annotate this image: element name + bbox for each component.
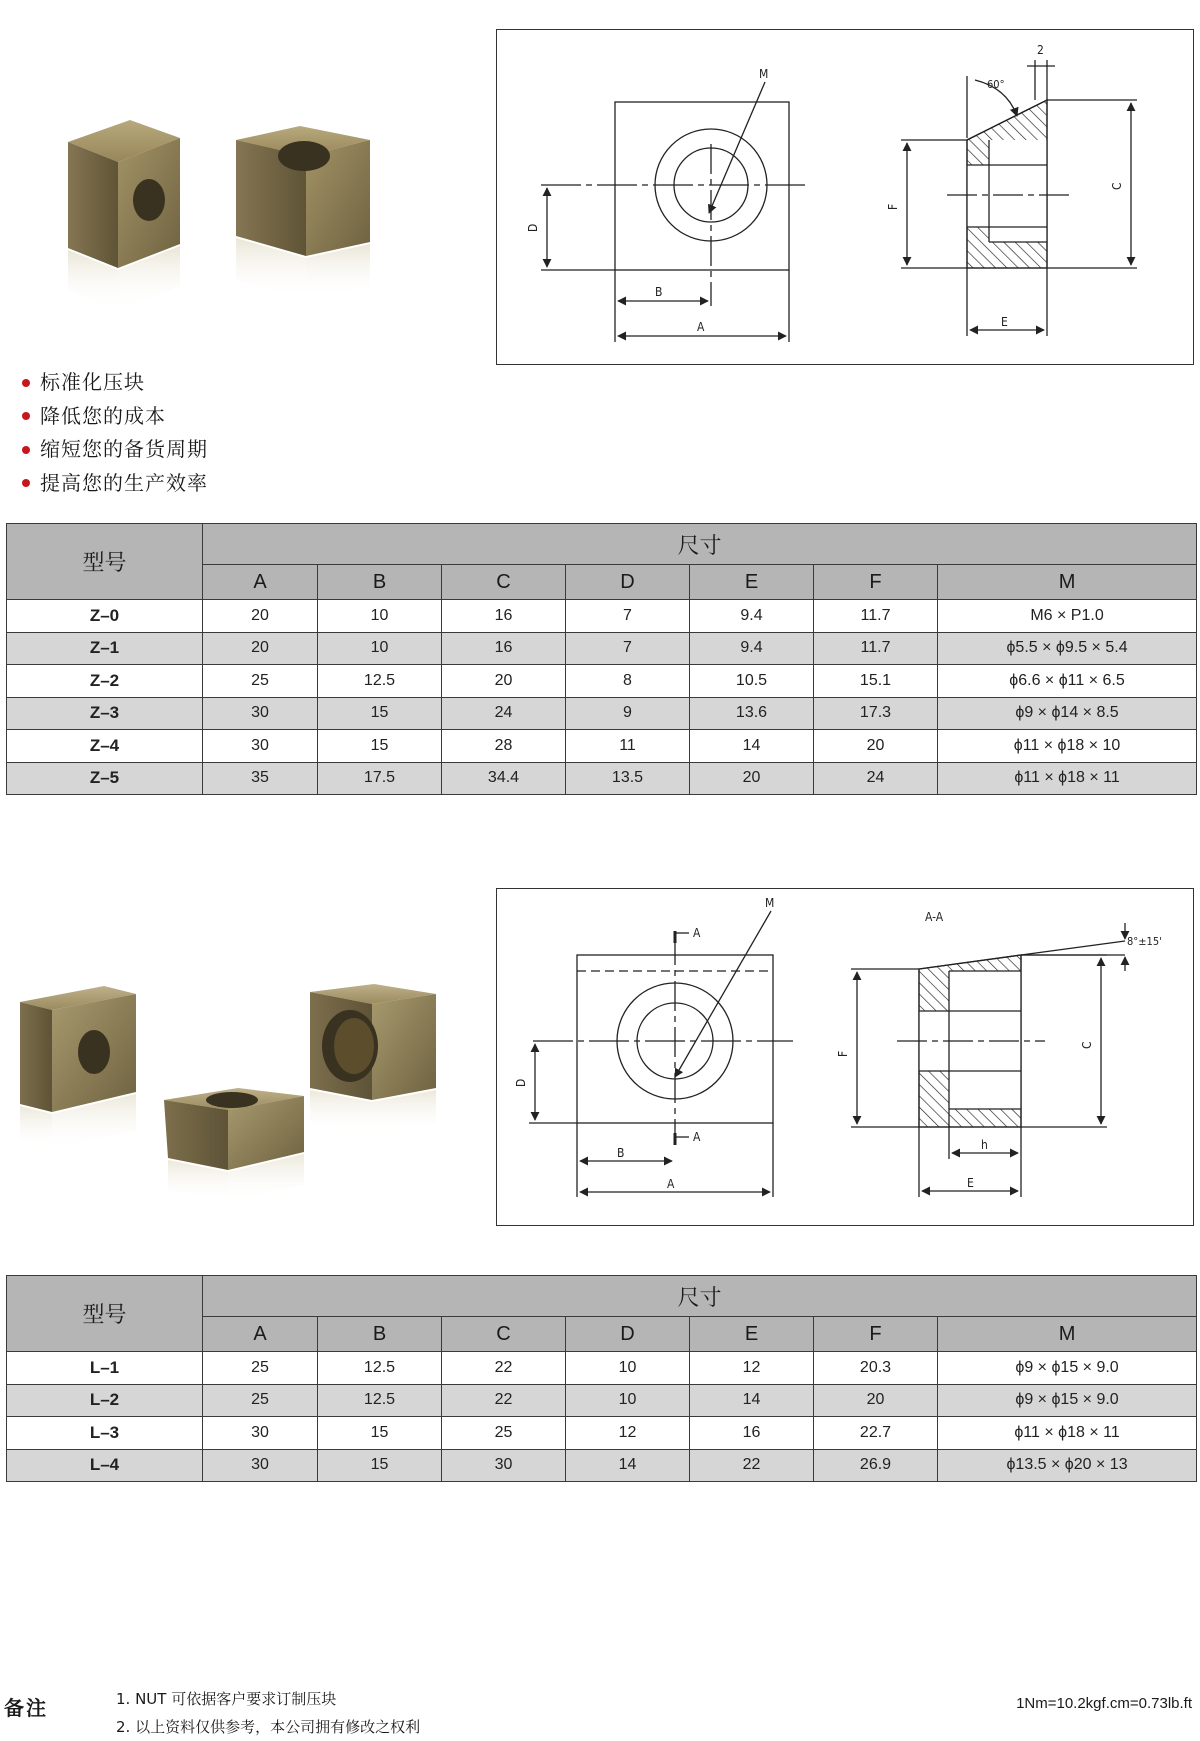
bullet-icon [22, 446, 30, 454]
column-header: B [318, 565, 442, 600]
table-cell: 20 [690, 762, 814, 795]
table-row [7, 1449, 1197, 1482]
table-cell: 8 [566, 665, 690, 698]
table-cell: 9 [566, 697, 690, 730]
column-header: F [814, 565, 938, 600]
table-cell: 9.4 [690, 632, 814, 665]
table-cell: 15 [318, 1449, 442, 1482]
table-cell: 15 [318, 1417, 442, 1450]
table-cell: 22 [442, 1384, 566, 1417]
table-cell: 9.4 [690, 600, 814, 633]
model-cell: L–1 [7, 1352, 203, 1385]
table-cell: 24 [442, 697, 566, 730]
table-cell: 20 [203, 632, 318, 665]
table-cell: 26.9 [814, 1449, 938, 1482]
section-mark-top: A [693, 926, 701, 940]
table-cell: 30 [203, 1449, 318, 1482]
table-cell: 25 [203, 1352, 318, 1385]
remark-item: 2. 以上资料仅供参考，本公司拥有修改之权利 [116, 1718, 421, 1736]
dim-label-a: A [697, 320, 705, 334]
column-header: C [442, 565, 566, 600]
table-cell: 24 [814, 762, 938, 795]
table-cell: 25 [442, 1417, 566, 1450]
dim-label-c: C [1110, 182, 1124, 190]
dimensions-header: 尺寸 [203, 524, 1197, 565]
table-cell: 12.5 [318, 1352, 442, 1385]
table-cell: 7 [566, 600, 690, 633]
dim-label-m: M [759, 67, 769, 81]
table-cell: 13.5 [566, 762, 690, 795]
feature-item: 标准化压块 [22, 366, 208, 400]
table-cell: 10 [566, 1352, 690, 1385]
table-cell: 35 [203, 762, 318, 795]
table-cell: 16 [442, 600, 566, 633]
table-cell: 17.3 [814, 697, 938, 730]
model-cell: L–4 [7, 1449, 203, 1482]
remarks-label: 备注 [4, 1696, 48, 1720]
remark-item: 1. NUT 可依据客户要求订制压块 [116, 1690, 337, 1708]
table-row [7, 730, 1197, 763]
dim-label-h: h [981, 1138, 988, 1152]
spec-table-z-series [6, 523, 1197, 795]
model-cell: Z–1 [7, 632, 203, 665]
table-cell: 12 [566, 1417, 690, 1450]
table-cell: 15.1 [814, 665, 938, 698]
dim-label-2: 2 [1037, 43, 1044, 57]
model-cell: L–3 [7, 1417, 203, 1450]
table-row [7, 762, 1197, 795]
table-cell: M6 × P1.0 [938, 600, 1197, 633]
table-cell: 11.7 [814, 600, 938, 633]
dim-label-m: M [765, 896, 775, 910]
column-header: C [442, 1317, 566, 1352]
table-cell: 20 [442, 665, 566, 698]
torque-conversion: 1Nm=10.2kgf.cm=0.73lb.ft [1016, 1695, 1192, 1712]
table-cell: ϕ11 × ϕ18 × 11 [938, 762, 1197, 795]
table-cell: 34.4 [442, 762, 566, 795]
table-cell: 22 [442, 1352, 566, 1385]
table-cell: 10 [318, 632, 442, 665]
dim-label-e: E [1001, 315, 1008, 329]
table-cell: 25 [203, 1384, 318, 1417]
table-cell: 13.6 [690, 697, 814, 730]
column-header: D [566, 565, 690, 600]
table-cell: 20 [203, 600, 318, 633]
feature-item: 缩短您的备货周期 [22, 433, 208, 467]
table-cell: 14 [690, 1384, 814, 1417]
bullet-icon [22, 479, 30, 487]
table-cell: 11 [566, 730, 690, 763]
feature-list [22, 366, 208, 500]
table-cell: 16 [442, 632, 566, 665]
model-cell: Z–5 [7, 762, 203, 795]
table-cell: 30 [203, 1417, 318, 1450]
dim-label-f: F [886, 203, 900, 210]
dim-label-d: D [526, 223, 540, 232]
table-row [7, 697, 1197, 730]
table-cell: 30 [203, 730, 318, 763]
table-row [7, 665, 1197, 698]
bullet-icon [22, 379, 30, 387]
table-cell: 30 [203, 697, 318, 730]
dim-label-c: C [1080, 1041, 1094, 1049]
column-header: E [690, 565, 814, 600]
table-cell: 28 [442, 730, 566, 763]
table-cell: ϕ5.5 × ϕ9.5 × 5.4 [938, 632, 1197, 665]
dim-label-b: B [617, 1146, 625, 1160]
product-photo-l-series [14, 980, 454, 1210]
model-header: 型号 [7, 524, 203, 600]
table-cell: 22 [690, 1449, 814, 1482]
table-row [7, 1417, 1197, 1450]
table-cell: 20 [814, 1384, 938, 1417]
column-header: E [690, 1317, 814, 1352]
table-cell: ϕ13.5 × ϕ20 × 13 [938, 1449, 1197, 1482]
table-row [7, 1352, 1197, 1385]
table-cell: 20.3 [814, 1352, 938, 1385]
table-cell: 30 [442, 1449, 566, 1482]
table-cell: ϕ9 × ϕ14 × 8.5 [938, 697, 1197, 730]
table-cell: 15 [318, 730, 442, 763]
table-cell: 12.5 [318, 1384, 442, 1417]
table-cell: 12.5 [318, 665, 442, 698]
table-cell: 15 [318, 697, 442, 730]
column-header: M [938, 565, 1197, 600]
section-mark-bottom: A [693, 1130, 701, 1144]
table-cell: ϕ11 × ϕ18 × 10 [938, 730, 1197, 763]
dim-label-e: E [967, 1176, 974, 1190]
model-cell: L–2 [7, 1384, 203, 1417]
column-header: B [318, 1317, 442, 1352]
table-cell: 7 [566, 632, 690, 665]
column-header: M [938, 1317, 1197, 1352]
dim-label-angle: 60° [987, 78, 1005, 91]
table-cell: 22.7 [814, 1417, 938, 1450]
technical-drawing-l-series [496, 888, 1194, 1226]
table-cell: ϕ9 × ϕ15 × 9.0 [938, 1384, 1197, 1417]
column-header: A [203, 1317, 318, 1352]
table-row [7, 1384, 1197, 1417]
section-label: A-A [925, 910, 944, 924]
table-cell: 10.5 [690, 665, 814, 698]
table-cell: 14 [566, 1449, 690, 1482]
spec-table-l-series [6, 1275, 1197, 1482]
dim-label-angle: 8°±15' [1127, 935, 1162, 948]
table-row [7, 632, 1197, 665]
table-cell: 10 [318, 600, 442, 633]
dim-label-f: F [836, 1050, 850, 1057]
bullet-icon [22, 412, 30, 420]
model-cell: Z–2 [7, 665, 203, 698]
technical-drawing-z-series [496, 29, 1194, 365]
dim-label-b: B [655, 285, 663, 299]
column-header: A [203, 565, 318, 600]
table-cell: 20 [814, 730, 938, 763]
model-header: 型号 [7, 1276, 203, 1352]
dimensions-header: 尺寸 [203, 1276, 1197, 1317]
table-cell: 14 [690, 730, 814, 763]
table-cell: ϕ11 × ϕ18 × 11 [938, 1417, 1197, 1450]
feature-item: 降低您的成本 [22, 400, 208, 434]
feature-item: 提高您的生产效率 [22, 467, 208, 501]
model-cell: Z–0 [7, 600, 203, 633]
table-cell: 12 [690, 1352, 814, 1385]
table-cell: 10 [566, 1384, 690, 1417]
table-cell: 17.5 [318, 762, 442, 795]
table-cell: 11.7 [814, 632, 938, 665]
dim-label-a: A [667, 1177, 675, 1191]
column-header: D [566, 1317, 690, 1352]
product-photo-z-series [50, 110, 420, 330]
table-cell: 25 [203, 665, 318, 698]
table-cell: ϕ6.6 × ϕ11 × 6.5 [938, 665, 1197, 698]
table-row [7, 600, 1197, 633]
model-cell: Z–4 [7, 730, 203, 763]
dim-label-d: D [514, 1078, 528, 1087]
model-cell: Z–3 [7, 697, 203, 730]
table-cell: 16 [690, 1417, 814, 1450]
table-cell: ϕ9 × ϕ15 × 9.0 [938, 1352, 1197, 1385]
column-header: F [814, 1317, 938, 1352]
